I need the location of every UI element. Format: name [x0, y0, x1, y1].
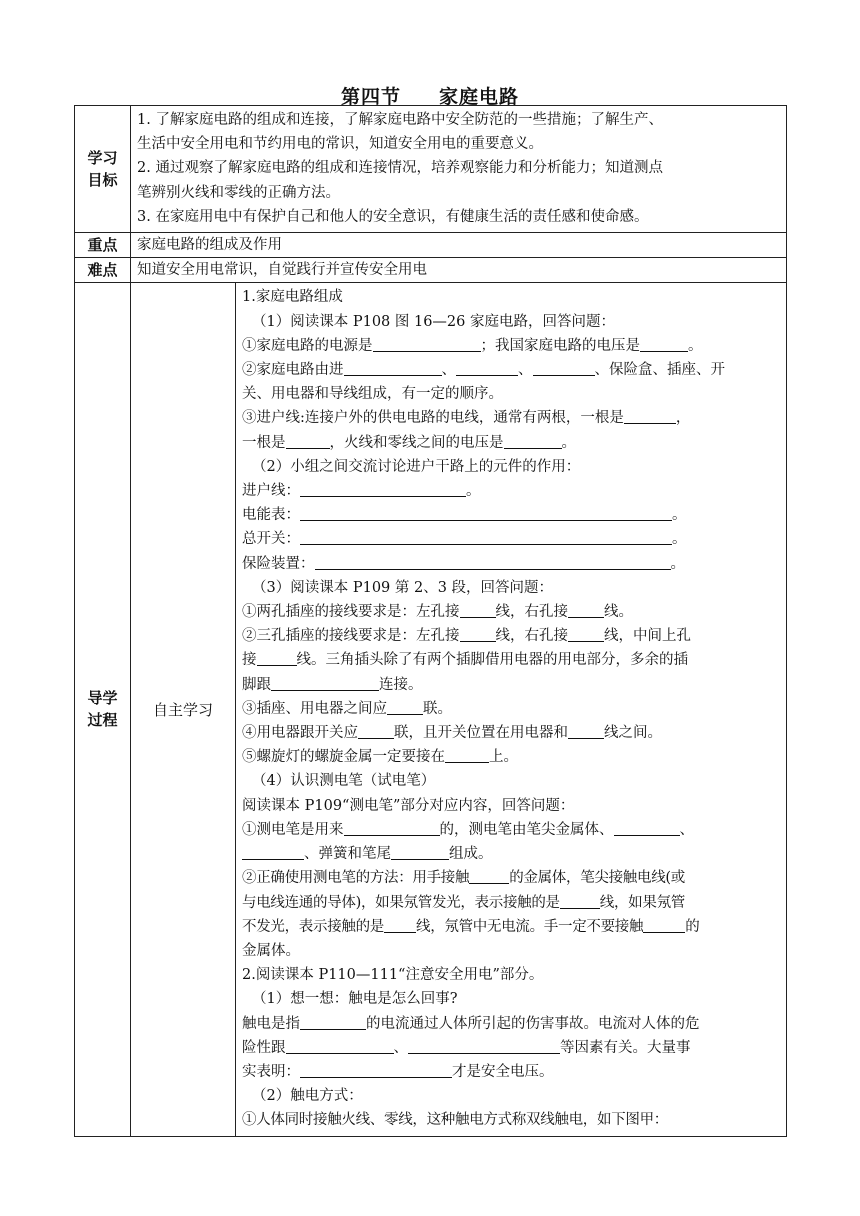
- text-segment: 的: [685, 918, 700, 935]
- text-segment: 线，如果氖管: [599, 894, 685, 911]
- difficulty-text: 知道安全用电常识，自觉践行并宣传安全用电: [131, 258, 787, 283]
- text-segment: 的，测电笔由笔尖金属体、: [439, 821, 614, 838]
- question-line: [242, 358, 780, 382]
- text-segment: ；我国家庭电路的电压是: [480, 337, 640, 354]
- question-line: [242, 794, 780, 818]
- text-segment: 。: [688, 337, 703, 354]
- text-segment: （3）阅读课本 P109 第 2、3 段，回答问题：: [252, 579, 554, 596]
- text-segment: （1）想一想：触电是怎么回事?: [252, 991, 458, 1008]
- question-line: [242, 842, 780, 866]
- text-segment: 的金属体，笔尖接触电线(或: [509, 870, 685, 887]
- goals-label-line1: 学习: [87, 149, 118, 167]
- text-segment: 不发光，表示接触的是: [242, 918, 384, 935]
- text-segment: ③插座、用电器之间应: [242, 700, 387, 717]
- blank: [242, 843, 304, 860]
- question-line: [242, 334, 780, 358]
- text-segment: 。: [670, 555, 685, 572]
- question-line: [242, 648, 780, 672]
- goal-line: 生活中安全用电和节约用电的常识，知道安全用电的重要意义。: [137, 136, 543, 153]
- blank: [624, 407, 676, 424]
- text-segment: 等因素有关。大量事: [560, 1039, 691, 1056]
- goals-label-line2: 目标: [87, 171, 118, 189]
- blank: [300, 480, 466, 497]
- question-intro: [242, 310, 780, 334]
- text-segment: 一根是: [242, 434, 286, 451]
- blank: [643, 916, 685, 933]
- page-title: 第四节 家庭电路: [340, 86, 520, 108]
- text-segment: 总开关：: [242, 531, 300, 548]
- question-line: [242, 479, 780, 503]
- text-segment: 线，右孔接: [495, 628, 568, 645]
- question-line: [242, 624, 780, 648]
- text-segment: 脚跟: [242, 676, 271, 693]
- text-segment: ①家庭电路的电源是: [242, 337, 373, 354]
- question-line: [242, 915, 780, 939]
- text-segment: 。: [561, 434, 576, 451]
- process-label-line2: 过程: [87, 711, 118, 730]
- process-label-cell: [75, 283, 131, 1136]
- blank: [408, 1037, 560, 1054]
- difficulty-row: [75, 258, 787, 283]
- text-segment: 上。: [489, 749, 518, 766]
- text-segment: 连接。: [379, 676, 423, 693]
- blank: [315, 553, 671, 570]
- text-segment: 接: [242, 652, 257, 669]
- text-segment: 线，中间上孔: [604, 628, 691, 645]
- text-segment: 线之间。: [604, 725, 662, 742]
- question-line: [242, 721, 780, 745]
- blank: [560, 892, 600, 909]
- goals-content: [131, 106, 787, 233]
- section-heading: [242, 963, 780, 987]
- text-segment: 触电是指: [242, 1015, 300, 1032]
- blank: [344, 819, 440, 836]
- text-segment: 才是安全电压。: [452, 1063, 554, 1080]
- question-intro: [242, 1084, 780, 1108]
- text-segment: 。: [672, 531, 687, 548]
- blank: [300, 1061, 452, 1078]
- blank: [286, 1037, 394, 1054]
- goal-line: 2. 通过观察了解家庭电路的组成和连接情况，培养观察能力和分析能力；知道测点: [137, 160, 663, 177]
- text-segment: 、: [441, 362, 456, 379]
- text-segment: 线。: [604, 604, 633, 621]
- text-segment: 、: [679, 821, 694, 838]
- text-segment: 线，右孔接: [495, 604, 568, 621]
- blank: [373, 335, 481, 352]
- text-segment: 进户线：: [242, 483, 300, 500]
- blank: [614, 819, 680, 836]
- text-segment: ，火线和零线之间的电压是: [329, 434, 504, 451]
- process-content: [236, 283, 787, 1136]
- text-segment: （2）小组之间交流讨论进户干路上的元件的作用：: [252, 458, 581, 475]
- key-point-label: 重点: [75, 233, 131, 258]
- text-segment: （4）认识测电笔（试电笔）: [252, 773, 436, 790]
- text-segment: 险性跟: [242, 1039, 286, 1056]
- question-line: [242, 673, 780, 697]
- self-study-label: 自主学习: [131, 283, 236, 1136]
- text-segment: 联。: [423, 700, 452, 717]
- text-segment: 、: [393, 1039, 408, 1056]
- text-segment: 电能表：: [242, 507, 300, 524]
- text-segment: ，: [675, 410, 691, 427]
- text-segment: 、保险盒、插座、开: [594, 362, 725, 379]
- question-line: [242, 1108, 780, 1132]
- text-segment: ①测电笔是用来: [242, 821, 344, 838]
- key-point-text: 家庭电路的组成及作用: [131, 233, 787, 258]
- blank: [460, 625, 496, 642]
- question-line: [242, 552, 780, 576]
- text-segment: 线。三角插头除了有两个插脚借用电器的用电部分，多余的插: [296, 652, 688, 669]
- text-segment: （2）触电方式：: [252, 1088, 363, 1105]
- text-segment: 。: [672, 507, 687, 524]
- text-segment: ①人体同时接触火线、零线，这种触电方式称双线触电，如下图甲：: [242, 1112, 668, 1129]
- difficulty-label: 难点: [75, 258, 131, 283]
- process-row: [75, 283, 787, 1136]
- goals-label-cell: [75, 106, 131, 233]
- section-heading: [242, 285, 780, 309]
- blank: [504, 432, 562, 449]
- text-segment: 组成。: [449, 846, 493, 863]
- text-segment: ⑤螺旋灯的螺旋金属一定要接在: [242, 749, 445, 766]
- question-line: [242, 1060, 780, 1084]
- blank: [384, 916, 416, 933]
- question-line: [242, 406, 780, 430]
- question-line: [242, 1036, 780, 1060]
- text-segment: 2.阅读课本 P110—111“注意安全用电”部分。: [242, 967, 544, 984]
- question-line: [242, 891, 780, 915]
- blank: [300, 1013, 366, 1030]
- text-segment: ②正确使用测电笔的方法：用手接触: [242, 870, 470, 887]
- text-segment: 、弹簧和笔尾: [304, 846, 391, 863]
- text-segment: 、: [518, 362, 533, 379]
- text-segment: 联，且开关位置在用电器和: [394, 725, 568, 742]
- blank: [568, 625, 604, 642]
- text-segment: 线，氖管中无电流。手一定不要接触: [416, 918, 644, 935]
- question-line: [242, 745, 780, 769]
- blank: [568, 722, 604, 739]
- blank: [387, 698, 423, 715]
- question-intro: [242, 769, 780, 793]
- question-line: [242, 503, 780, 527]
- text-segment: 与电线连通的导体)，如果氖管发光，表示接触的是: [242, 894, 560, 911]
- goal-line: 3. 在家庭用电中有保护自己和他人的安全意识，有健康生活的责任感和使命感。: [137, 208, 649, 225]
- blank: [271, 674, 379, 691]
- text-segment: 关、用电器和导线组成，有一定的顺序。: [242, 386, 503, 403]
- text-segment: ①两孔插座的接线要求是：左孔接: [242, 604, 460, 621]
- question-line: [242, 1012, 780, 1036]
- question-intro: [242, 576, 780, 600]
- blank: [445, 746, 489, 763]
- text-segment: ③进户线:连接户外的供电电路的电线，通常有两根，一根是: [242, 410, 624, 427]
- text-segment: 的电流通过人体所引起的伤害事故。电流对人体的危: [366, 1015, 700, 1032]
- question-line: [242, 382, 780, 406]
- text-segment: 实表明：: [242, 1063, 300, 1080]
- text-segment: 保险装置：: [242, 555, 315, 572]
- question-intro: [242, 987, 780, 1011]
- question-intro: [242, 455, 780, 479]
- question-line: [242, 939, 780, 963]
- text-segment: 1.家庭电路组成: [242, 289, 343, 306]
- blank: [286, 432, 330, 449]
- text-segment: ②三孔插座的接线要求是：左孔接: [242, 628, 460, 645]
- question-line: [242, 697, 780, 721]
- blank: [533, 359, 595, 376]
- blank: [358, 722, 394, 739]
- text-segment: 。: [466, 483, 481, 500]
- lesson-plan-table: [74, 105, 787, 1137]
- text-segment: ②家庭电路由进: [242, 362, 344, 379]
- blank: [344, 359, 442, 376]
- blank: [460, 601, 496, 618]
- text-segment: 阅读课本 P109“测电笔”部分对应内容，回答问题：: [242, 797, 575, 814]
- blank: [300, 504, 672, 521]
- text-segment: 金属体。: [242, 942, 300, 959]
- question-line: [242, 818, 780, 842]
- question-line: [242, 431, 780, 455]
- blank: [391, 843, 449, 860]
- goal-line: 笔辨别火线和零线的正确方法。: [137, 184, 340, 201]
- text-segment: （1）阅读课本 P108 图 16—26 家庭电路，回答问题：: [252, 313, 615, 330]
- process-label-line1: 导学: [87, 689, 118, 708]
- question-line: [242, 600, 780, 624]
- blank: [568, 601, 604, 618]
- blank: [257, 649, 297, 666]
- blank: [469, 867, 509, 884]
- goal-line: 1. 了解家庭电路的组成和连接，了解家庭电路中安全防范的一些措施；了解生产、: [137, 112, 663, 128]
- goals-row: [75, 106, 787, 233]
- blank: [456, 359, 518, 376]
- key-point-row: [75, 233, 787, 258]
- blank: [640, 335, 688, 352]
- text-segment: ④用电器跟开关应: [242, 725, 358, 742]
- question-line: [242, 527, 780, 551]
- question-line: [242, 866, 780, 890]
- blank: [300, 528, 672, 545]
